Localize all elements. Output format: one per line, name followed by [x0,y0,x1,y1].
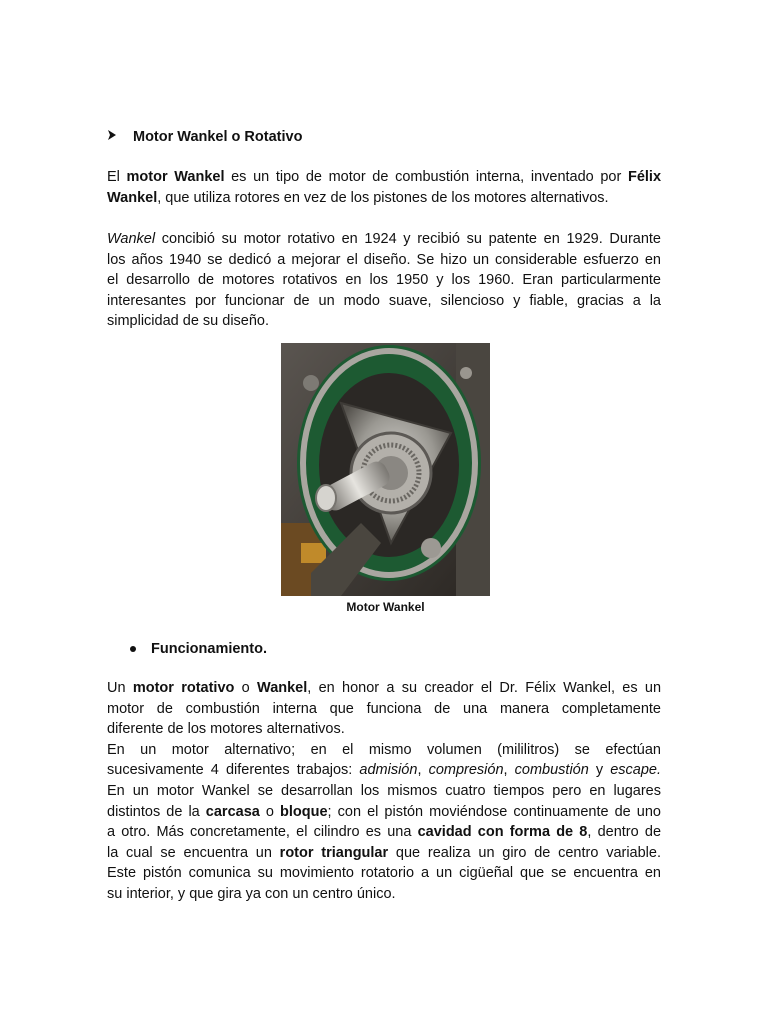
paragraph-line: la cual se encuentra un rotor triangular que realiza un giro de centro variable. [107,844,661,861]
paragraph-funcionamiento [107,678,661,905]
paragraph-line: Un motor rotativo o Wankel, en honor a su creador el Dr. Félix Wankel, es un [107,680,662,696]
paragraph-line: En un motor alternativo; en el mismo volumen (mililitros) se efectúan [107,741,661,758]
paragraph-line: En un motor Wankel se desarrollan los mismos cuatro tiempos pero en lugares [107,782,661,799]
paragraph-line: diferente de los motores alternativos. [107,721,345,738]
paragraph-line: Wankel, que utiliza rotores en vez de los pistones de los motores alternativos. [107,189,609,206]
section-heading-motor-wankel: Motor Wankel o Rotativo [133,128,302,146]
figure-caption: Motor Wankel [346,600,425,614]
paragraph-line: los años 1940 se dedicó a mejorar el diseño. Se hizo un considerable esfuerzo en [107,251,661,268]
paragraph-line: simplicidad de su diseño. [107,313,270,330]
paragraph-line: Wankel concibió su motor rotativo en 1924 y recibió su patente en 1929. Durante [107,231,661,247]
paragraph-line: distintos de la carcasa o bloque; con el pistón moviéndose continuamente de uno [107,803,661,820]
paragraph-line: motor de combustión interna que funciona de una manera completamente [107,700,661,717]
paragraph-line: Este pistón comunica su movimiento rotatorio a un cigüeñal que se encuentra en [107,865,661,882]
wankel-engine-photo [281,343,490,596]
paragraph-line: el desarrollo de motores rotativos en los 1950 y los 1960. Eran particularmente [107,272,661,289]
paragraph-line: El motor Wankel es un tipo de motor de combustión interna, inventado por Félix [107,169,662,185]
paragraph-intro [107,167,661,208]
paragraph-line: sucesivamente 4 diferentes trabajos: admisión, compresión, combustión y escape. [107,762,662,779]
paragraph-line: interesantes por funcionar de un modo suave, silencioso y fiable, gracias a la [107,292,661,309]
paragraph-history [107,229,661,332]
round-bullet-icon [129,640,137,663]
paragraph-line: a otro. Más concretamente, el cilindro es una cavidad con forma de 8, dentro de [107,824,662,841]
section-heading-funcionamiento: Funcionamiento. [151,640,267,658]
paragraph-line: su interior, y que gira ya con un centro único. [107,885,396,902]
arrow-bullet-icon [107,128,117,146]
